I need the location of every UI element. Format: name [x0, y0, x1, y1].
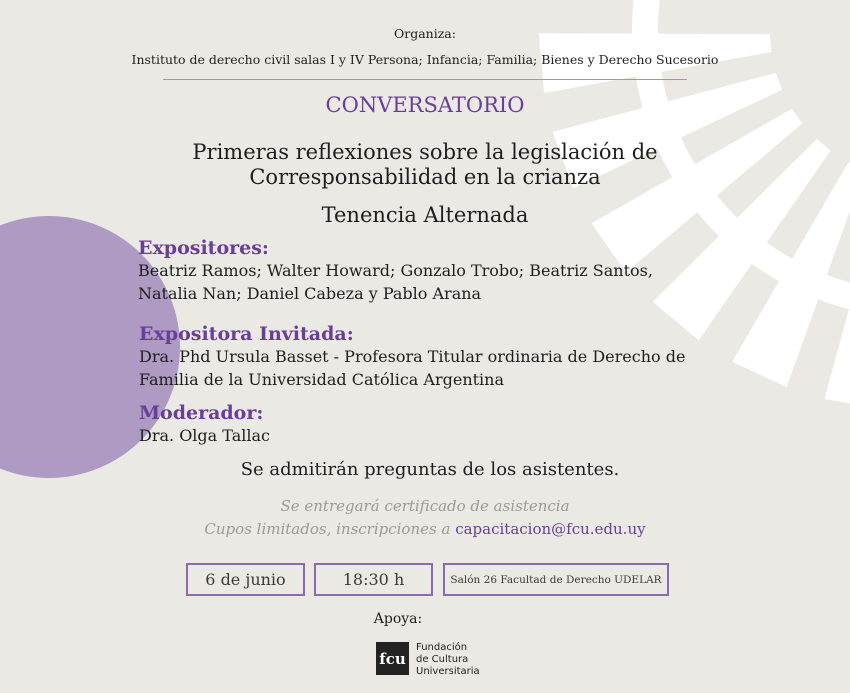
- sponsor-name-line1: Fundación: [416, 642, 468, 653]
- fcu-logo-mark: fcu: [379, 649, 406, 668]
- moderator-section: [139, 402, 270, 447]
- sponsor-label: Apoya:: [373, 611, 423, 627]
- fcu-logo: [376, 642, 409, 675]
- registration-text: Cupos limitados, inscripciones a: [204, 520, 451, 538]
- guest-section: [139, 323, 685, 391]
- speakers-section: [138, 237, 653, 305]
- guest-heading: Expositora Invitada:: [139, 323, 354, 345]
- venue-box: [443, 563, 669, 596]
- speakers-line2: Natalia Nan; Daniel Cabeza y Pablo Arana: [138, 284, 482, 303]
- event-type: CONVERSATORIO: [325, 93, 525, 117]
- questions-note: Se admitirán preguntas de los asistentes.: [240, 459, 620, 480]
- speakers-heading: Expositores:: [138, 237, 269, 259]
- sponsor-name: [416, 642, 480, 678]
- certificate-note: Se entregará certificado de asistencia: [280, 497, 570, 515]
- speakers-line1: Beatriz Ramos; Walter Howard; Gonzalo Trobo; Beatriz Santos,: [138, 261, 653, 280]
- registration-note: [0, 520, 850, 538]
- time-box: [314, 563, 433, 596]
- event-subtitle: Tenencia Alternada: [321, 203, 529, 227]
- event-title: [150, 140, 700, 190]
- organizer-label: Organiza:: [394, 26, 456, 41]
- sponsor-name-line3: Universitaria: [416, 666, 480, 677]
- divider: [163, 79, 687, 80]
- email-link[interactable]: capacitacion@fcu.edu.uy: [455, 520, 646, 538]
- date-box: [186, 563, 305, 596]
- sponsor-name-line2: de Cultura: [416, 654, 469, 665]
- venue-text: Salón 26 Facultad de Derecho UDELAR: [450, 573, 662, 586]
- guest-line1: Dra. Phd Ursula Basset - Profesora Titular ordinaria de Derecho de: [139, 347, 686, 366]
- moderator-heading: Moderador:: [139, 402, 264, 424]
- event-title-line2: Corresponsabilidad en la crianza: [249, 165, 601, 189]
- organizer-name: Instituto de derecho civil salas I y IV Persona; Infancia; Familia; Bienes y Derecho Sucesorio: [131, 52, 719, 67]
- guest-line2: Familia de la Universidad Católica Argentina: [139, 370, 505, 389]
- date-text: 6 de junio: [205, 570, 286, 589]
- moderator-name: Dra. Olga Tallac: [139, 426, 270, 445]
- event-title-line1: Primeras reflexiones sobre la legislación de: [192, 140, 658, 164]
- time-text: 18:30 h: [342, 570, 405, 589]
